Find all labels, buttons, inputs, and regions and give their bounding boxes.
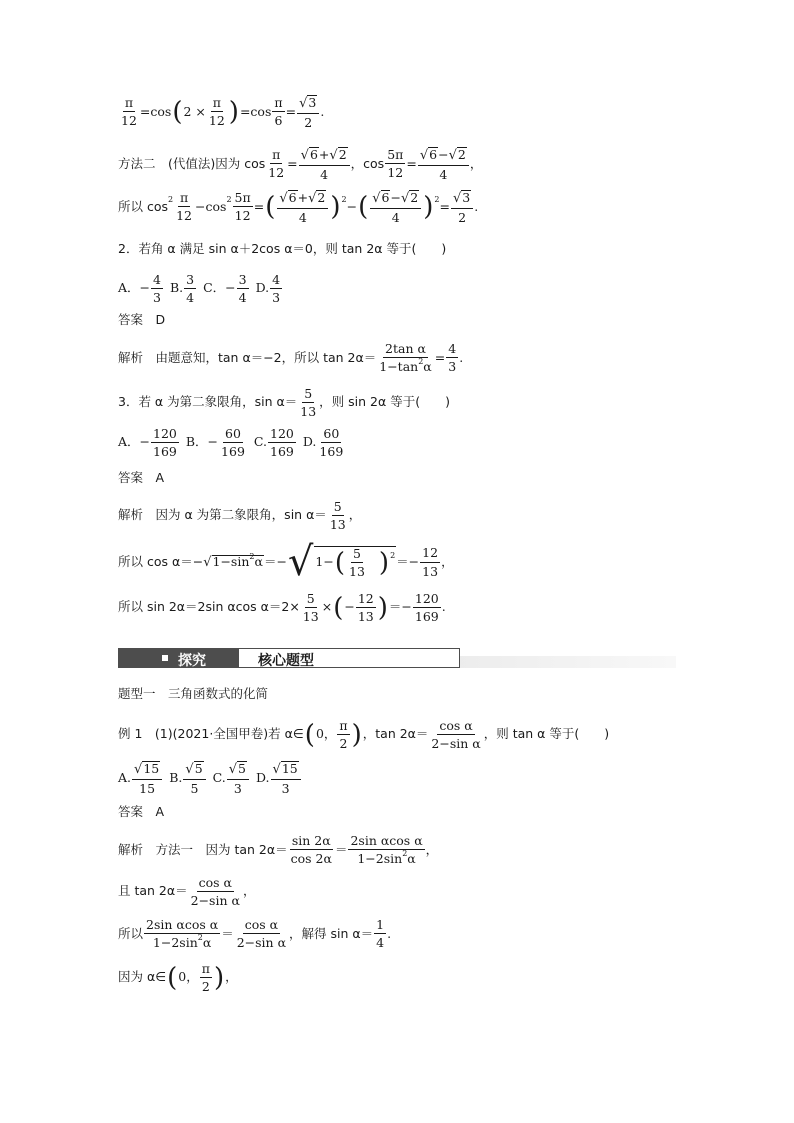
text: + (318, 147, 330, 162)
numerator: π (211, 96, 223, 112)
fraction (347, 547, 367, 578)
right-paren: ) (330, 191, 341, 222)
denominator: 3 (233, 780, 242, 796)
superscript: 2 (390, 550, 396, 560)
fraction (413, 592, 441, 623)
denominator: 12 (208, 113, 225, 129)
question-2-options (118, 273, 283, 304)
numerator (183, 761, 205, 780)
sqrt-sign: √ (419, 148, 429, 163)
option-label: C. (253, 434, 267, 450)
sqrt-sign: √ (185, 762, 194, 777)
superscript: 2 (402, 849, 408, 859)
option-label: A．− (118, 434, 151, 450)
right-paren: ) (228, 96, 239, 127)
sqrt-sign: √ (272, 762, 281, 777)
denominator: 2 (458, 209, 467, 225)
text: ， (469, 155, 483, 171)
denominator: 12 (121, 113, 137, 129)
example-1-solution-4 (118, 962, 238, 993)
text: α (254, 554, 263, 570)
fraction (207, 96, 227, 127)
option-a-fraction (132, 761, 162, 795)
option-label: D. (302, 434, 317, 450)
text: 1− (315, 554, 334, 570)
banner-title: 核心题型 (258, 653, 314, 669)
denominator: 3 (272, 290, 281, 306)
numerator (299, 147, 350, 166)
denominator: 2−sin α (236, 935, 287, 951)
fraction (266, 148, 286, 179)
text: . (441, 599, 446, 615)
sqrt-sign: √ (279, 191, 288, 206)
left-paren: ( (333, 592, 344, 623)
fraction (328, 500, 348, 531)
fraction (298, 387, 318, 418)
denominator: 2 (304, 114, 313, 130)
text: = (439, 198, 450, 214)
numerator: π (123, 96, 135, 112)
text: . (474, 198, 479, 214)
denominator: 169 (414, 609, 439, 625)
right-paren: ) (213, 962, 225, 993)
left-paren: ( (172, 96, 183, 127)
text: − (346, 198, 358, 214)
text: ，tan 2α＝ (362, 726, 429, 742)
option-c-fraction (227, 761, 249, 795)
text: 1−sin (212, 554, 250, 570)
option-d-fraction (270, 273, 282, 304)
denominator: 4 (320, 166, 329, 182)
text: 所以 sin 2α＝2sin αcos α＝2× (118, 599, 300, 615)
text: ，则 tan α 等于( ) (483, 726, 610, 742)
option-d-fraction (271, 761, 301, 795)
example-1-options (118, 761, 302, 795)
fraction (385, 148, 405, 179)
text: ，cos (350, 155, 385, 171)
fraction (297, 95, 319, 129)
superscript: 2 (434, 194, 440, 204)
text: ， (425, 841, 439, 857)
denominator: 13 (422, 563, 439, 579)
radicand: 15 (143, 761, 160, 776)
equation-line-1 (118, 95, 324, 129)
numerator: 2sin αcos α (144, 918, 220, 934)
sqrt-sign: √ (228, 762, 238, 777)
text: 方法二 (代值法)因为 cos (118, 155, 266, 171)
denominator: 2 (201, 979, 210, 995)
radicand: 2 (457, 147, 466, 162)
heading-text: 题型一 三角函数式的化简 (118, 686, 269, 701)
numerator: 60 (321, 427, 341, 443)
sqrt-sign-large: √ (287, 539, 314, 585)
denominator: 12 (234, 208, 251, 224)
numerator (277, 190, 328, 209)
denominator: 4 (376, 935, 385, 951)
text: α (202, 935, 212, 951)
equation-line-2 (118, 147, 482, 181)
fraction (446, 342, 458, 373)
radicand: 2 (410, 190, 419, 205)
numerator (451, 190, 473, 209)
text: ＝− (263, 553, 287, 569)
text: 解析 方法一 因为 tan 2α＝ (118, 841, 288, 857)
text: = (434, 349, 446, 365)
radicand: 15 (281, 761, 298, 776)
fraction (272, 96, 284, 127)
text: . (459, 349, 464, 365)
text: ， (348, 507, 362, 523)
denominator: 169 (319, 444, 344, 460)
denominator: 2−sin α (431, 736, 481, 752)
superscript: 2 (418, 357, 424, 367)
banner-label: 探究 (178, 653, 206, 669)
denominator (377, 358, 434, 373)
text: ＝− (396, 553, 420, 569)
option-label: A. (118, 769, 132, 785)
numerator (418, 147, 469, 166)
text: 2 × (183, 103, 206, 119)
numerator: 5 (302, 387, 314, 403)
numerator: 5 (305, 592, 317, 608)
numerator: 4 (270, 273, 282, 289)
numerator: 12 (420, 546, 440, 562)
option-label: A．− (118, 280, 151, 296)
superscript: 2 (226, 194, 232, 204)
right-paren: ) (423, 191, 434, 222)
numerator: 120 (413, 592, 441, 608)
text: . (387, 925, 392, 941)
right-paren: ) (351, 719, 362, 750)
question-text: 2．若角 α 满足 sin α＋2cos α＝0，则 tan 2α 等于( ) (118, 241, 447, 256)
option-label: B. (169, 280, 184, 296)
numerator (297, 95, 319, 114)
numerator: 120 (151, 427, 179, 443)
fraction (374, 918, 386, 949)
denominator: 12 (268, 165, 285, 181)
denominator: 169 (270, 444, 294, 460)
radicand: 3 (462, 190, 471, 205)
radicand (212, 552, 264, 570)
sqrt-sign: √ (452, 191, 462, 206)
option-b-fraction (219, 427, 247, 458)
text: −cos (195, 198, 227, 214)
text: 1−tan (379, 359, 419, 375)
numerator (227, 761, 249, 780)
right-paren: ) (378, 547, 390, 578)
fraction (356, 592, 376, 623)
numerator: cos α (197, 876, 234, 892)
numerator: π (272, 96, 284, 112)
numerator (132, 761, 162, 780)
text: ， (225, 969, 238, 985)
denominator: cos 2α (290, 851, 332, 867)
fraction (119, 96, 139, 127)
denominator: 4 (439, 166, 448, 182)
question-3-options (118, 427, 346, 458)
text: = (287, 155, 298, 171)
fraction (235, 918, 288, 949)
option-a-fraction (151, 427, 179, 458)
numerator (271, 761, 301, 780)
numerator: 60 (223, 427, 243, 443)
numerator: 4 (151, 273, 163, 289)
denominator: 6 (274, 113, 283, 129)
denominator: 2−sin α (190, 893, 240, 909)
option-label: B. (169, 769, 183, 785)
text: = (406, 155, 417, 171)
square-bullet-icon (162, 655, 168, 661)
denominator (355, 850, 417, 865)
text: 所以 cos α＝− (118, 553, 204, 569)
denominator: 3 (281, 780, 290, 796)
radicand: 2 (317, 190, 326, 205)
question-3-solution-3 (118, 592, 446, 623)
text: − (344, 599, 355, 615)
denominator: 3 (153, 290, 161, 306)
denominator: 4 (298, 209, 307, 225)
fraction (348, 834, 424, 866)
text: ，则 sin 2α 等于( ) (319, 394, 450, 410)
numerator: π (337, 719, 349, 735)
example-1 (118, 719, 609, 750)
text: =cos (139, 103, 172, 119)
numerator: cos α (437, 719, 474, 735)
numerator: 1 (374, 918, 386, 934)
denominator: 13 (300, 404, 317, 420)
answer-text: 答案 A (118, 470, 165, 485)
example-1-solution-2 (118, 876, 255, 907)
text: 解析 由题意知，tan α＝−2，所以 tan 2α＝ (118, 349, 377, 365)
option-b-fraction (183, 761, 205, 795)
question-2-answer (118, 314, 165, 327)
radicand: 6 (309, 147, 318, 162)
question-3-solution-1 (118, 500, 361, 531)
fraction (200, 962, 212, 993)
denominator: 13 (357, 609, 374, 625)
numerator: 5π (233, 191, 253, 207)
text: ＝− (388, 599, 412, 615)
sqrt-sign: √ (308, 191, 317, 206)
denominator: 5 (190, 780, 199, 796)
numerator: π (270, 148, 282, 164)
question-2-solution (118, 342, 463, 374)
denominator: 15 (139, 780, 156, 796)
question-2 (118, 243, 446, 256)
denominator: 4 (391, 209, 400, 225)
fraction (301, 592, 321, 623)
numerator: 3 (237, 273, 249, 289)
fraction (277, 190, 328, 224)
equation-line-3 (118, 190, 478, 224)
text: − (390, 190, 401, 205)
sqrt-sign: √ (400, 191, 410, 206)
denominator: 169 (221, 444, 245, 460)
denominator: 169 (153, 444, 177, 460)
numerator: 2tan α (383, 342, 428, 358)
radicand: 3 (308, 95, 317, 110)
fraction (174, 191, 194, 222)
denominator: 3 (448, 359, 457, 375)
text: 1−2sin (357, 851, 403, 867)
fraction (429, 719, 482, 750)
text: . (320, 103, 325, 119)
option-a-fraction (151, 273, 163, 304)
question-3-solution-2 (118, 539, 454, 585)
text: 解析 因为 α 为第二象限角，sin α＝ (118, 507, 327, 523)
option-c-fraction (268, 427, 296, 458)
sqrt-sign: √ (448, 148, 457, 163)
sqrt-sign: √ (134, 762, 143, 777)
example-1-solution-3 (118, 918, 391, 950)
superscript: 2 (341, 194, 347, 204)
text: 所以 cos (118, 198, 169, 214)
option-b-fraction (184, 273, 196, 304)
numerator: 2sin αcos α (348, 834, 424, 850)
left-paren: ( (265, 191, 276, 222)
text: α (407, 851, 416, 867)
section-banner (118, 645, 676, 669)
denominator: 13 (329, 517, 346, 533)
radicand: 2 (338, 147, 347, 162)
text: 0， (178, 969, 199, 985)
denominator: 13 (349, 564, 365, 579)
numerator: π (200, 962, 212, 978)
radicand: 5 (238, 761, 246, 776)
question-3-answer (118, 472, 164, 485)
text: ， (242, 883, 256, 899)
radicand: 6 (429, 147, 438, 162)
text: ，解得 sin α＝ (289, 925, 374, 941)
text: 且 tan 2α＝ (118, 883, 188, 899)
text: 例 1 (1)(2021·全国甲卷)若 α∈ (118, 726, 304, 742)
numerator: sin 2α (290, 834, 333, 850)
numerator: 12 (356, 592, 376, 608)
text: α (423, 359, 432, 375)
fraction (451, 190, 473, 224)
text: − (438, 147, 449, 162)
radicand: 6 (288, 190, 297, 205)
sqrt-sign: √ (300, 148, 309, 163)
numerator (370, 190, 421, 209)
superscript: 2 (168, 194, 174, 204)
numerator: 5 (351, 547, 363, 563)
left-paren: ( (334, 547, 346, 578)
option-label: C. (212, 769, 226, 785)
option-label: B．− (185, 434, 219, 450)
numerator: 5π (385, 148, 405, 164)
text: 0， (315, 726, 337, 742)
denominator (151, 934, 213, 949)
fraction (299, 147, 350, 181)
fraction (377, 342, 434, 374)
fraction (370, 190, 421, 224)
radicand (314, 546, 396, 578)
option-label: D. (255, 280, 270, 296)
numerator: cos α (243, 918, 280, 934)
fraction (144, 918, 220, 950)
sqrt-sign: √ (203, 554, 212, 570)
radicand: 5 (194, 761, 203, 776)
option-c-fraction (237, 273, 249, 304)
sqrt-sign: √ (299, 96, 308, 111)
radicand: 6 (381, 190, 390, 205)
numerator: 5 (332, 500, 344, 516)
numerator: π (178, 191, 190, 207)
text: = (253, 198, 265, 214)
fraction (289, 834, 334, 865)
text: × (321, 599, 333, 615)
option-label: D. (255, 769, 270, 785)
left-paren: ( (167, 962, 178, 993)
text: + (297, 190, 309, 205)
text: 1−2sin (152, 935, 198, 951)
text: ＝ (334, 841, 348, 857)
denominator: 4 (186, 290, 195, 306)
denominator: 13 (302, 609, 319, 625)
denominator: 12 (176, 208, 193, 224)
text: 因为 α∈ (118, 969, 167, 985)
fraction (233, 191, 253, 222)
option-d-fraction (317, 427, 345, 458)
numerator: 3 (184, 273, 196, 289)
example-1-answer (118, 806, 164, 819)
question-3 (118, 387, 450, 418)
numerator: 120 (268, 427, 296, 443)
fraction (337, 719, 349, 750)
sqrt-sign: √ (372, 191, 381, 206)
text: 所以 (118, 925, 144, 941)
denominator: 12 (387, 165, 404, 181)
left-paren: ( (358, 191, 369, 222)
left-paren: ( (304, 719, 315, 750)
fraction (420, 546, 440, 577)
text: =cos (239, 103, 272, 119)
option-label: C．− (203, 280, 236, 296)
fraction (418, 147, 469, 181)
text: = (285, 103, 297, 119)
numerator: 4 (446, 342, 458, 358)
right-paren: ) (377, 592, 388, 623)
denominator: 4 (238, 290, 247, 306)
example-1-solution-1 (118, 834, 438, 866)
superscript: 2 (197, 933, 203, 943)
text: ， (441, 553, 454, 569)
text: ＝ (221, 925, 234, 941)
sqrt-sign: √ (329, 148, 338, 163)
answer-text: 答案 D (118, 312, 166, 327)
fraction (189, 876, 242, 907)
answer-text: 答案 A (118, 804, 165, 819)
type-heading (118, 688, 268, 701)
denominator: 2 (339, 736, 348, 752)
superscript: 2 (249, 552, 255, 562)
text: 3．若 α 为第二象限角，sin α＝ (118, 394, 298, 410)
